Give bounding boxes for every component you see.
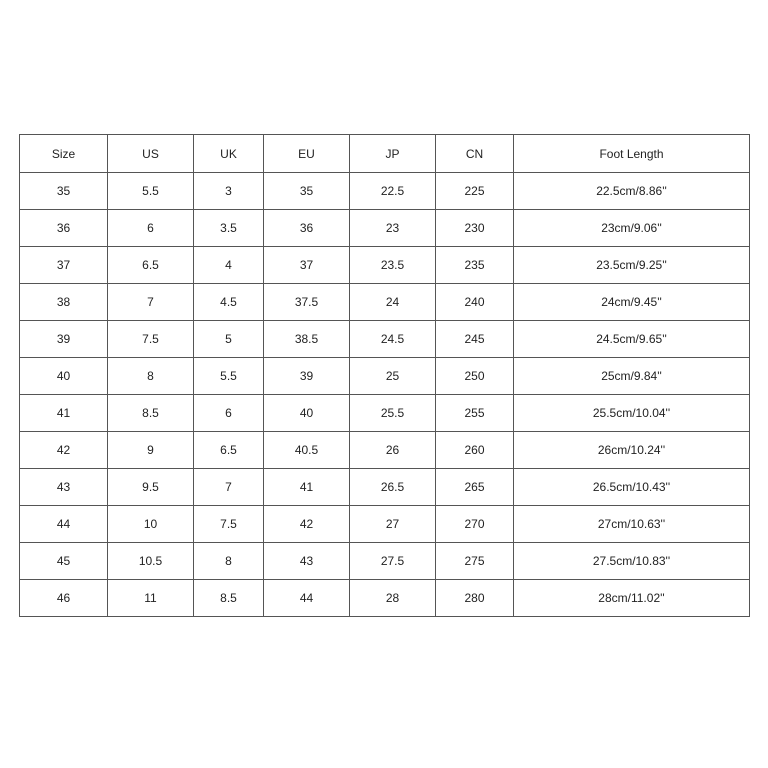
cell-jp: 23.5: [350, 247, 436, 284]
cell-jp: 24: [350, 284, 436, 321]
cell-cn: 275: [436, 543, 514, 580]
cell-us: 9.5: [108, 469, 194, 506]
cell-us: 7: [108, 284, 194, 321]
cell-us: 5.5: [108, 173, 194, 210]
table-row: [20, 173, 750, 210]
cell-foot-length: 25cm/9.84'': [514, 358, 750, 395]
table-body: [20, 173, 750, 617]
cell-cn: 225: [436, 173, 514, 210]
cell-eu: 40: [264, 395, 350, 432]
table-row: [20, 580, 750, 617]
cell-size: 43: [20, 469, 108, 506]
cell-jp: 25.5: [350, 395, 436, 432]
cell-uk: 4.5: [194, 284, 264, 321]
column-header-foot-length: Foot Length: [514, 135, 750, 173]
cell-eu: 35: [264, 173, 350, 210]
cell-foot-length: 23cm/9.06'': [514, 210, 750, 247]
table-row: [20, 247, 750, 284]
column-header-uk: UK: [194, 135, 264, 173]
cell-eu: 37: [264, 247, 350, 284]
cell-eu: 42: [264, 506, 350, 543]
cell-uk: 5: [194, 321, 264, 358]
cell-foot-length: 24cm/9.45'': [514, 284, 750, 321]
cell-cn: 280: [436, 580, 514, 617]
cell-foot-length: 27.5cm/10.83'': [514, 543, 750, 580]
table-row: [20, 543, 750, 580]
size-chart: [19, 134, 749, 634]
column-header-eu: EU: [264, 135, 350, 173]
cell-cn: 260: [436, 432, 514, 469]
table-row: [20, 284, 750, 321]
cell-eu: 38.5: [264, 321, 350, 358]
cell-eu: 36: [264, 210, 350, 247]
cell-jp: 26.5: [350, 469, 436, 506]
cell-cn: 270: [436, 506, 514, 543]
cell-eu: 39: [264, 358, 350, 395]
cell-us: 10.5: [108, 543, 194, 580]
cell-cn: 250: [436, 358, 514, 395]
column-header-us: US: [108, 135, 194, 173]
cell-size: 39: [20, 321, 108, 358]
cell-uk: 8: [194, 543, 264, 580]
cell-jp: 28: [350, 580, 436, 617]
column-header-jp: JP: [350, 135, 436, 173]
cell-uk: 7: [194, 469, 264, 506]
size-conversion-table: [19, 134, 750, 617]
cell-uk: 7.5: [194, 506, 264, 543]
cell-size: 46: [20, 580, 108, 617]
cell-jp: 27: [350, 506, 436, 543]
cell-foot-length: 26cm/10.24'': [514, 432, 750, 469]
cell-size: 41: [20, 395, 108, 432]
cell-foot-length: 23.5cm/9.25'': [514, 247, 750, 284]
cell-size: 40: [20, 358, 108, 395]
cell-foot-length: 24.5cm/9.65'': [514, 321, 750, 358]
cell-eu: 41: [264, 469, 350, 506]
cell-foot-length: 26.5cm/10.43'': [514, 469, 750, 506]
table-row: [20, 469, 750, 506]
cell-uk: 5.5: [194, 358, 264, 395]
cell-us: 6: [108, 210, 194, 247]
cell-uk: 3: [194, 173, 264, 210]
cell-jp: 25: [350, 358, 436, 395]
cell-jp: 26: [350, 432, 436, 469]
cell-eu: 40.5: [264, 432, 350, 469]
cell-cn: 240: [436, 284, 514, 321]
cell-cn: 255: [436, 395, 514, 432]
cell-jp: 23: [350, 210, 436, 247]
cell-us: 9: [108, 432, 194, 469]
cell-uk: 6.5: [194, 432, 264, 469]
cell-us: 7.5: [108, 321, 194, 358]
cell-foot-length: 27cm/10.63'': [514, 506, 750, 543]
cell-uk: 6: [194, 395, 264, 432]
cell-cn: 235: [436, 247, 514, 284]
cell-cn: 230: [436, 210, 514, 247]
cell-size: 35: [20, 173, 108, 210]
cell-eu: 44: [264, 580, 350, 617]
cell-jp: 24.5: [350, 321, 436, 358]
cell-eu: 43: [264, 543, 350, 580]
cell-jp: 22.5: [350, 173, 436, 210]
table-row: [20, 506, 750, 543]
cell-size: 42: [20, 432, 108, 469]
cell-cn: 245: [436, 321, 514, 358]
cell-us: 8.5: [108, 395, 194, 432]
cell-uk: 8.5: [194, 580, 264, 617]
cell-us: 10: [108, 506, 194, 543]
cell-size: 37: [20, 247, 108, 284]
table-header-row: [20, 135, 750, 173]
cell-jp: 27.5: [350, 543, 436, 580]
cell-uk: 3.5: [194, 210, 264, 247]
cell-uk: 4: [194, 247, 264, 284]
cell-us: 8: [108, 358, 194, 395]
cell-size: 38: [20, 284, 108, 321]
table-row: [20, 321, 750, 358]
cell-size: 45: [20, 543, 108, 580]
table-row: [20, 432, 750, 469]
cell-us: 11: [108, 580, 194, 617]
cell-foot-length: 28cm/11.02'': [514, 580, 750, 617]
cell-foot-length: 25.5cm/10.04'': [514, 395, 750, 432]
column-header-cn: CN: [436, 135, 514, 173]
cell-eu: 37.5: [264, 284, 350, 321]
table-row: [20, 210, 750, 247]
table-row: [20, 358, 750, 395]
cell-size: 36: [20, 210, 108, 247]
column-header-size: Size: [20, 135, 108, 173]
cell-cn: 265: [436, 469, 514, 506]
cell-foot-length: 22.5cm/8.86'': [514, 173, 750, 210]
cell-us: 6.5: [108, 247, 194, 284]
table-row: [20, 395, 750, 432]
cell-size: 44: [20, 506, 108, 543]
